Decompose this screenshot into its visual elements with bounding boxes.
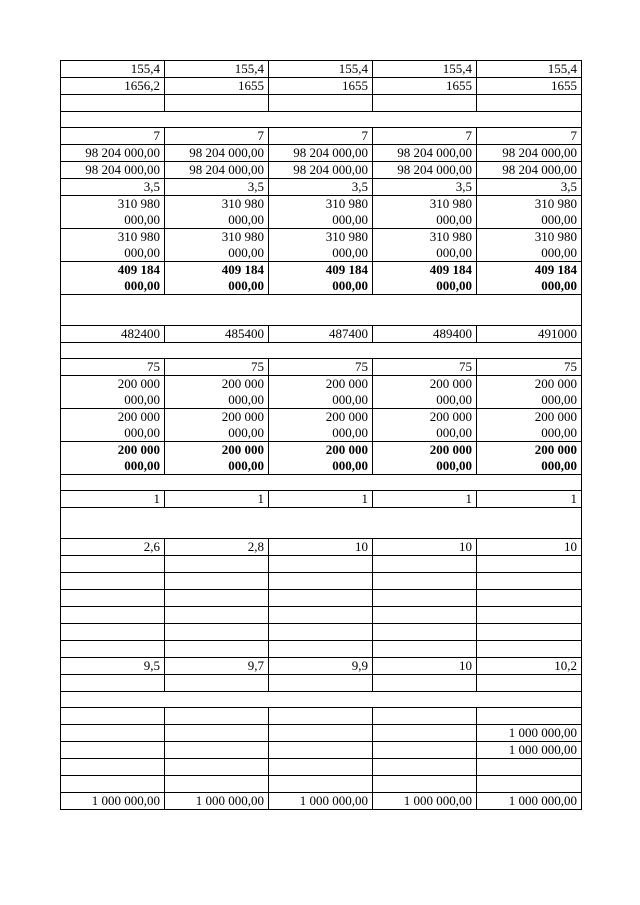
table-cell: 482400 xyxy=(61,326,165,343)
table-cell: 491000 xyxy=(477,326,582,343)
table-cell: 310 980 000,00 xyxy=(269,229,373,262)
table-cell: 3,5 xyxy=(269,179,373,196)
table-cell xyxy=(269,708,373,725)
table-row xyxy=(61,708,582,725)
table-cell: 98 204 000,00 xyxy=(269,145,373,162)
table-cell: 155,4 xyxy=(269,61,373,78)
table-row xyxy=(61,162,582,179)
merged-cell xyxy=(61,523,582,539)
table-cell xyxy=(269,95,373,112)
merged-cell xyxy=(61,508,582,524)
table-cell: 200 000 000,00 xyxy=(61,442,165,475)
table-cell xyxy=(61,725,165,742)
table-cell: 10 xyxy=(373,658,477,675)
table-row xyxy=(61,179,582,196)
table-cell: 155,4 xyxy=(61,61,165,78)
table-cell xyxy=(269,776,373,793)
table-cell: 310 980 000,00 xyxy=(165,196,269,229)
table-cell xyxy=(269,742,373,759)
table-cell: 200 000 000,00 xyxy=(477,376,582,409)
table-cell: 310 980 000,00 xyxy=(61,196,165,229)
table-cell xyxy=(477,708,582,725)
table-cell: 310 980 000,00 xyxy=(165,229,269,262)
table-row xyxy=(61,128,582,145)
table-cell: 200 000 000,00 xyxy=(269,409,373,442)
table-row xyxy=(61,442,582,475)
table-cell xyxy=(61,776,165,793)
table-cell xyxy=(373,573,477,590)
table-cell xyxy=(269,725,373,742)
table-cell xyxy=(61,556,165,573)
table-cell: 98 204 000,00 xyxy=(477,162,582,179)
table-cell: 9,9 xyxy=(269,658,373,675)
table-cell xyxy=(165,675,269,692)
table-cell: 98 204 000,00 xyxy=(373,145,477,162)
merged-cell xyxy=(61,692,582,708)
table-cell xyxy=(373,708,477,725)
table-cell xyxy=(165,95,269,112)
table-cell: 1 000 000,00 xyxy=(477,725,582,742)
spacer-row xyxy=(61,692,582,708)
table-cell: 98 204 000,00 xyxy=(373,162,477,179)
merged-cell xyxy=(61,343,582,359)
table-cell: 200 000 000,00 xyxy=(373,442,477,475)
table-cell xyxy=(61,759,165,776)
table-cell xyxy=(61,590,165,607)
table-cell: 310 980 000,00 xyxy=(61,229,165,262)
table-cell xyxy=(61,708,165,725)
spacer-row xyxy=(61,112,582,128)
table-cell xyxy=(373,607,477,624)
table-row xyxy=(61,624,582,641)
table-row xyxy=(61,95,582,112)
table-cell: 7 xyxy=(373,128,477,145)
table-row xyxy=(61,776,582,793)
table-cell xyxy=(269,556,373,573)
spacer-row xyxy=(61,343,582,359)
table-cell xyxy=(61,607,165,624)
table-cell: 1 xyxy=(477,491,582,508)
table-cell: 10 xyxy=(477,539,582,556)
merged-cell xyxy=(61,310,582,326)
table-cell: 200 000 000,00 xyxy=(269,376,373,409)
table-cell xyxy=(61,624,165,641)
table-row xyxy=(61,658,582,675)
table-cell xyxy=(61,742,165,759)
table-cell xyxy=(477,675,582,692)
table-cell xyxy=(165,759,269,776)
table-cell xyxy=(165,725,269,742)
table-cell xyxy=(269,590,373,607)
table-row xyxy=(61,641,582,658)
table-row xyxy=(61,78,582,95)
table-cell xyxy=(373,95,477,112)
table-row xyxy=(61,759,582,776)
table-row xyxy=(61,229,582,262)
table-cell xyxy=(477,624,582,641)
table-cell xyxy=(373,675,477,692)
table-cell: 1655 xyxy=(477,78,582,95)
table-cell: 1 000 000,00 xyxy=(373,793,477,810)
spacer-row xyxy=(61,310,582,326)
merged-cell xyxy=(61,112,582,128)
table-cell: 200 000 000,00 xyxy=(165,376,269,409)
table-row xyxy=(61,61,582,78)
table-cell xyxy=(165,742,269,759)
table-cell xyxy=(269,675,373,692)
table-row xyxy=(61,326,582,343)
table-cell: 1656,2 xyxy=(61,78,165,95)
table-cell: 3,5 xyxy=(61,179,165,196)
table-body xyxy=(61,61,582,810)
table-row xyxy=(61,262,582,295)
table-cell: 310 980 000,00 xyxy=(477,229,582,262)
table-cell: 75 xyxy=(269,359,373,376)
table-cell: 1 000 000,00 xyxy=(477,793,582,810)
table-cell: 1655 xyxy=(269,78,373,95)
table-cell: 310 980 000,00 xyxy=(269,196,373,229)
table-cell: 200 000 000,00 xyxy=(477,442,582,475)
table-cell: 1 000 000,00 xyxy=(269,793,373,810)
table-cell: 2,8 xyxy=(165,539,269,556)
table-cell xyxy=(61,675,165,692)
table-cell: 3,5 xyxy=(373,179,477,196)
table-cell: 409 184 000,00 xyxy=(477,262,582,295)
table-cell xyxy=(269,624,373,641)
table-row xyxy=(61,556,582,573)
table-row xyxy=(61,590,582,607)
table-cell: 98 204 000,00 xyxy=(165,145,269,162)
data-table xyxy=(60,60,582,810)
table-cell: 75 xyxy=(165,359,269,376)
table-cell xyxy=(269,573,373,590)
table-cell: 409 184 000,00 xyxy=(61,262,165,295)
spacer-row xyxy=(61,523,582,539)
table-cell xyxy=(165,607,269,624)
table-cell: 10,2 xyxy=(477,658,582,675)
table-cell: 200 000 000,00 xyxy=(165,409,269,442)
table-cell: 7 xyxy=(269,128,373,145)
table-cell xyxy=(269,759,373,776)
table-cell xyxy=(165,573,269,590)
table-cell: 485400 xyxy=(165,326,269,343)
table-cell xyxy=(477,641,582,658)
table-cell: 409 184 000,00 xyxy=(373,262,477,295)
table-cell xyxy=(373,759,477,776)
table-cell: 310 980 000,00 xyxy=(477,196,582,229)
table-cell: 1 000 000,00 xyxy=(477,742,582,759)
table-cell: 9,7 xyxy=(165,658,269,675)
table-cell xyxy=(477,776,582,793)
table-cell: 1 xyxy=(61,491,165,508)
table-cell xyxy=(477,573,582,590)
table-cell: 75 xyxy=(373,359,477,376)
table-cell xyxy=(269,607,373,624)
table-cell: 10 xyxy=(269,539,373,556)
table-cell xyxy=(373,590,477,607)
table-cell xyxy=(373,624,477,641)
table-cell xyxy=(61,95,165,112)
table-cell: 2,6 xyxy=(61,539,165,556)
table-row xyxy=(61,491,582,508)
table-cell: 75 xyxy=(477,359,582,376)
table-row xyxy=(61,145,582,162)
table-cell: 98 204 000,00 xyxy=(61,162,165,179)
table-row xyxy=(61,376,582,409)
table-cell: 310 980 000,00 xyxy=(373,229,477,262)
table-cell: 200 000 000,00 xyxy=(373,376,477,409)
table-cell: 98 204 000,00 xyxy=(269,162,373,179)
table-cell: 7 xyxy=(477,128,582,145)
table-cell: 155,4 xyxy=(165,61,269,78)
table-cell: 155,4 xyxy=(373,61,477,78)
table-cell xyxy=(269,641,373,658)
table-row xyxy=(61,725,582,742)
table-cell: 200 000 000,00 xyxy=(373,409,477,442)
table-cell: 200 000 000,00 xyxy=(61,409,165,442)
table-cell xyxy=(61,573,165,590)
table-row xyxy=(61,359,582,376)
table-cell: 10 xyxy=(373,539,477,556)
table-cell xyxy=(373,725,477,742)
table-row xyxy=(61,573,582,590)
table-row xyxy=(61,409,582,442)
table-cell xyxy=(477,590,582,607)
table-cell: 7 xyxy=(165,128,269,145)
table-cell xyxy=(373,742,477,759)
table-cell: 1 xyxy=(165,491,269,508)
table-cell: 3,5 xyxy=(477,179,582,196)
table-cell: 1655 xyxy=(373,78,477,95)
table-cell: 310 980 000,00 xyxy=(373,196,477,229)
table-row xyxy=(61,793,582,810)
table-cell: 489400 xyxy=(373,326,477,343)
table-cell xyxy=(165,590,269,607)
table-cell xyxy=(477,95,582,112)
table-cell: 1655 xyxy=(165,78,269,95)
table-cell: 200 000 000,00 xyxy=(269,442,373,475)
table-cell: 98 204 000,00 xyxy=(477,145,582,162)
table-row xyxy=(61,742,582,759)
table-cell: 3,5 xyxy=(165,179,269,196)
table-cell xyxy=(477,607,582,624)
table-row xyxy=(61,675,582,692)
table-cell: 1 000 000,00 xyxy=(165,793,269,810)
table-cell xyxy=(165,556,269,573)
table-row xyxy=(61,607,582,624)
table-cell: 9,5 xyxy=(61,658,165,675)
table-cell: 1 000 000,00 xyxy=(61,793,165,810)
table-cell: 409 184 000,00 xyxy=(269,262,373,295)
table-cell xyxy=(165,708,269,725)
table-cell: 98 204 000,00 xyxy=(165,162,269,179)
table-cell xyxy=(373,776,477,793)
table-cell: 75 xyxy=(61,359,165,376)
table-cell: 200 000 000,00 xyxy=(477,409,582,442)
table-cell: 200 000 000,00 xyxy=(165,442,269,475)
table-cell: 7 xyxy=(61,128,165,145)
table-cell: 1 xyxy=(373,491,477,508)
table-cell xyxy=(373,641,477,658)
table-cell xyxy=(165,641,269,658)
merged-cell xyxy=(61,475,582,491)
table-cell: 487400 xyxy=(269,326,373,343)
table-cell xyxy=(165,776,269,793)
table-cell: 1 xyxy=(269,491,373,508)
table-cell: 98 204 000,00 xyxy=(61,145,165,162)
table-row xyxy=(61,196,582,229)
spacer-row xyxy=(61,508,582,524)
table-cell xyxy=(61,641,165,658)
table-cell: 409 184 000,00 xyxy=(165,262,269,295)
table-row xyxy=(61,539,582,556)
spacer-row xyxy=(61,295,582,311)
merged-cell xyxy=(61,295,582,311)
table-cell xyxy=(165,624,269,641)
table-cell: 200 000 000,00 xyxy=(61,376,165,409)
table-cell: 155,4 xyxy=(477,61,582,78)
table-cell xyxy=(477,556,582,573)
spacer-row xyxy=(61,475,582,491)
table-cell xyxy=(477,759,582,776)
table-cell xyxy=(373,556,477,573)
